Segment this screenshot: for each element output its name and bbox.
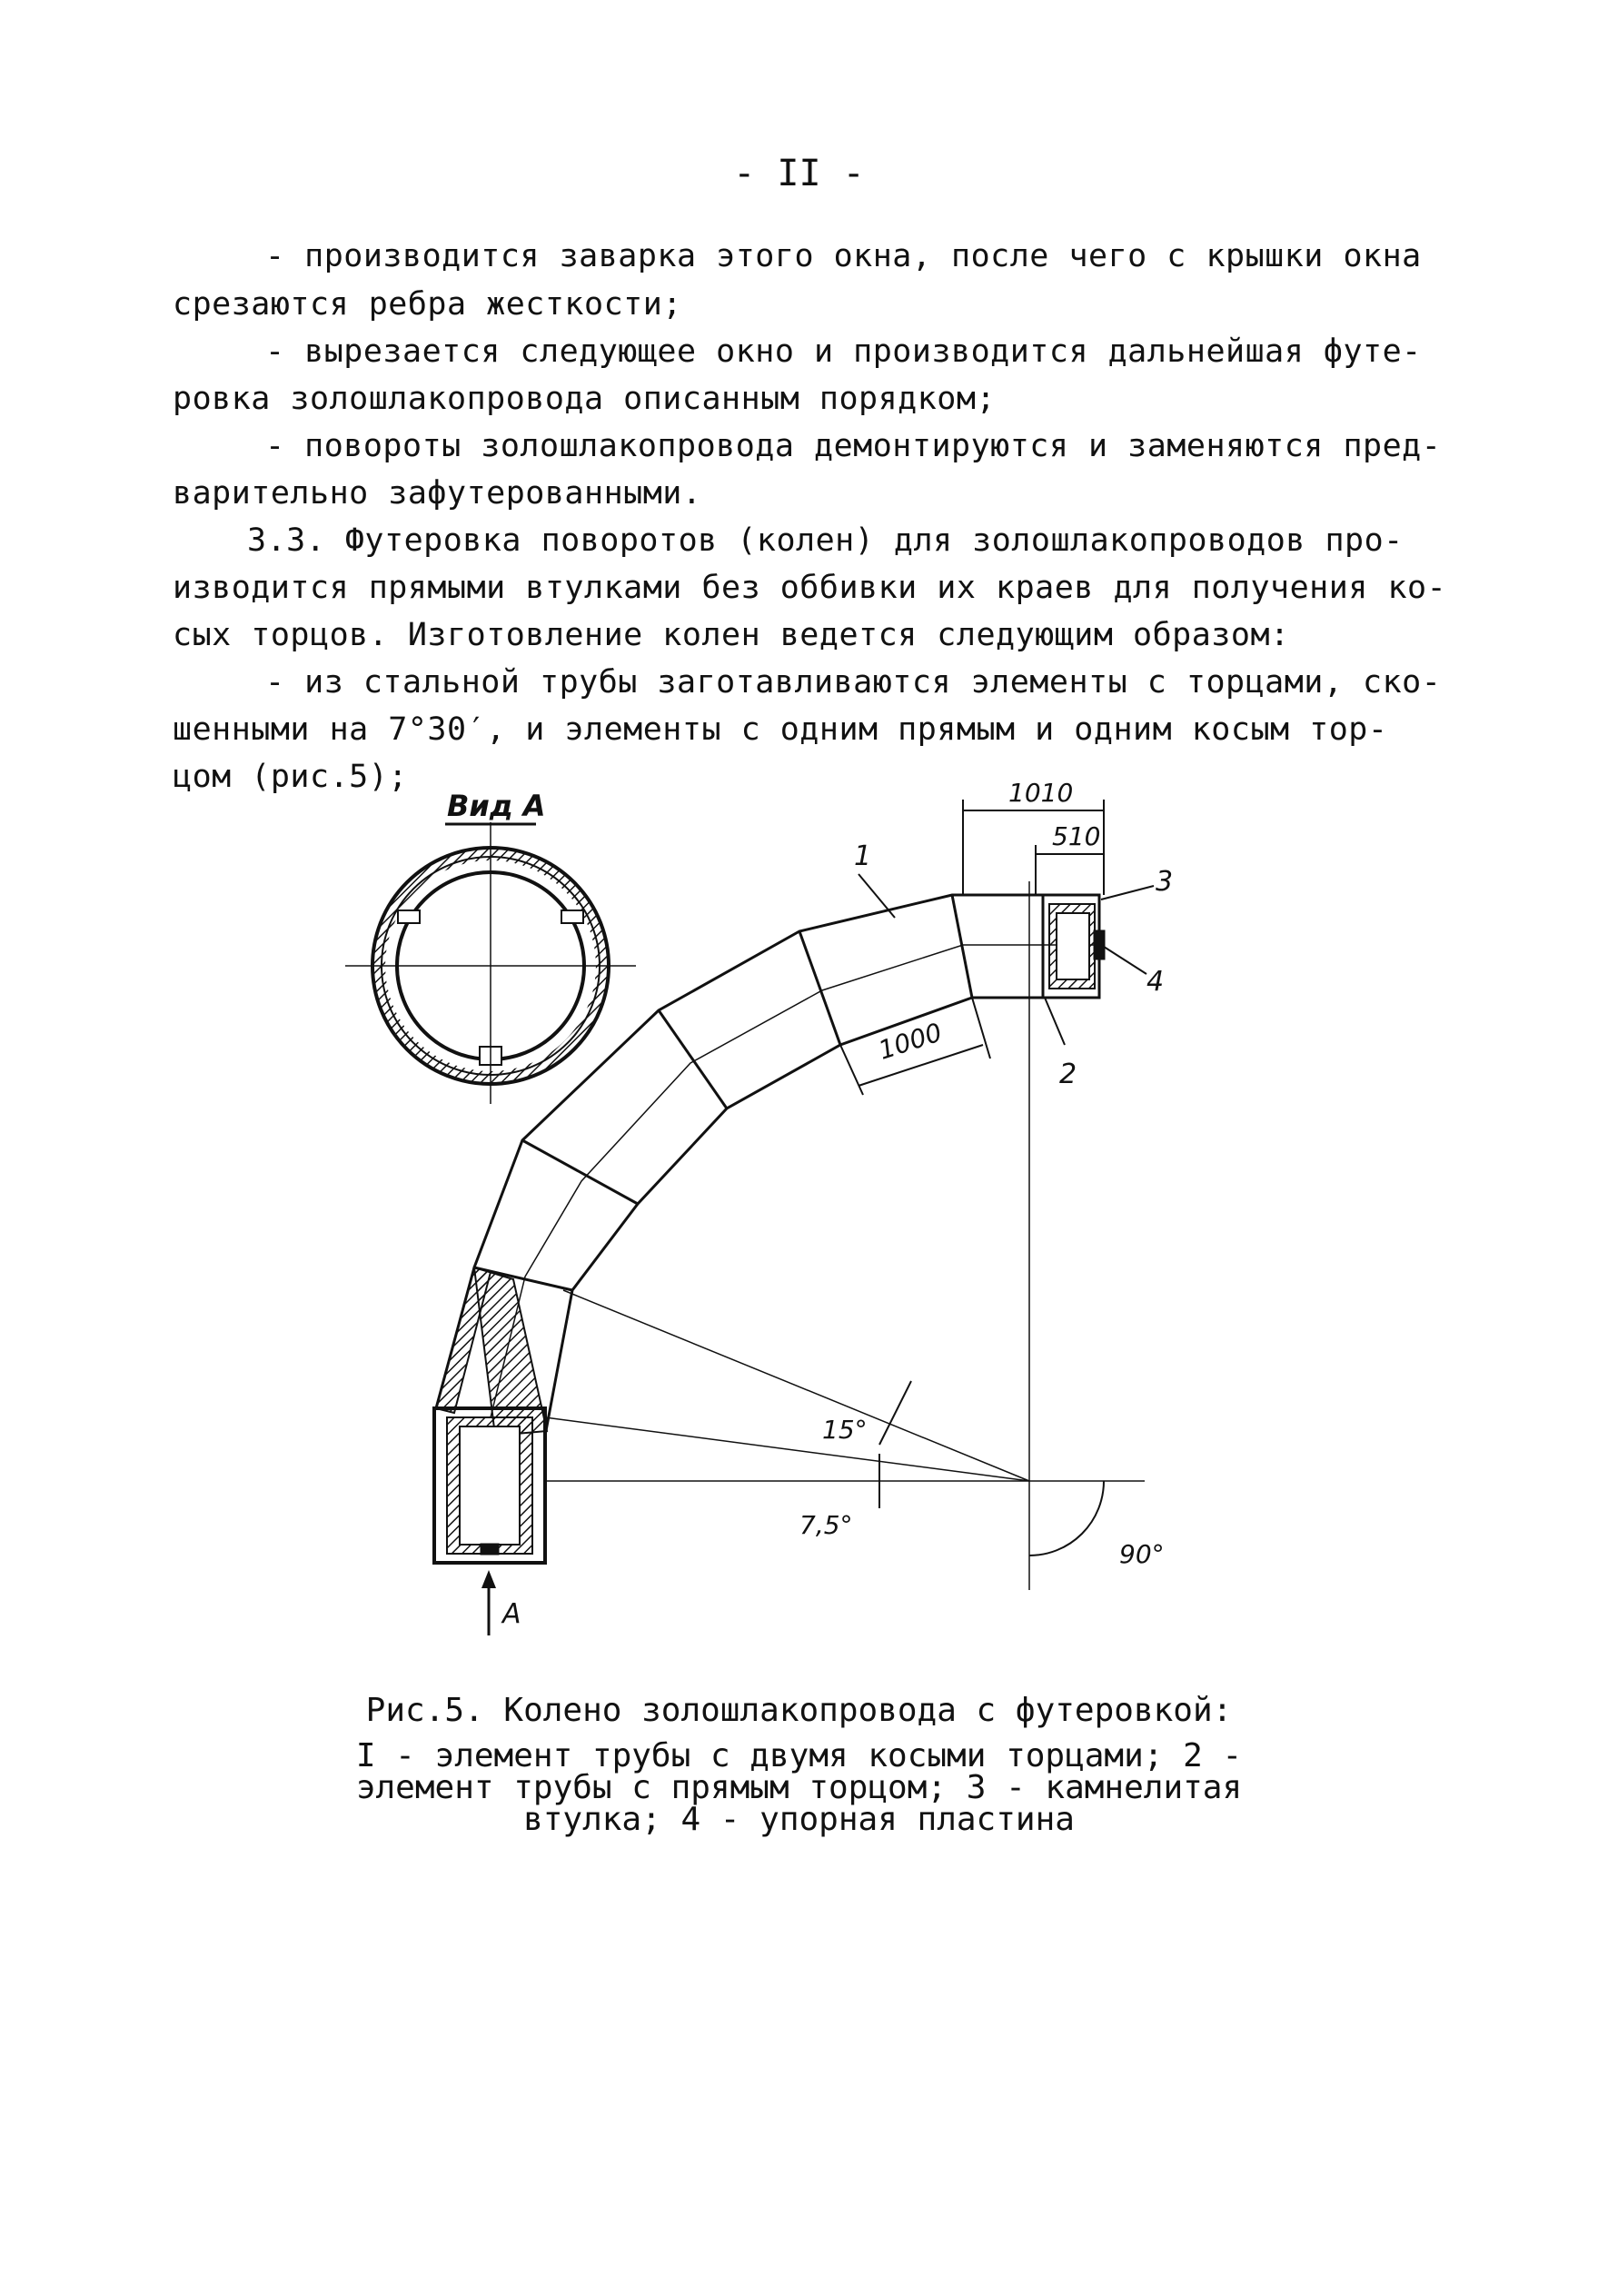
text-line-9: сых торцов. Изготовление колен ведется следующим образом: <box>173 617 1290 653</box>
text-line-11: шенными на 7°30′, и элементы с одним прямым и одним косым тор- <box>173 711 1388 748</box>
dim-510-label: 510 <box>1052 821 1101 851</box>
text-line-6: варительно зафутерованными. <box>173 475 702 512</box>
text-line-12: цом (рис.5); <box>173 759 408 795</box>
support-plate-right <box>561 910 583 923</box>
callout-1: 1 <box>854 840 872 872</box>
caption-title: Рис.5. Колено золошлакопровода с футеровкой: <box>365 1692 1233 1729</box>
callout-3: 3 <box>1156 866 1174 898</box>
text-line-7: 3.3. Футеровка поворотов (колен) для золошлакопроводов про- <box>247 522 1404 559</box>
view-arrow-a <box>481 1570 496 1635</box>
callout-4: 4 <box>1146 966 1165 998</box>
callout-leaders <box>859 874 1154 1045</box>
dim-1010-label: 1010 <box>1008 778 1074 808</box>
text-line-10: - из стальной трубы заготавливаются элементы с торцами, ско- <box>265 664 1442 701</box>
elbow-body <box>434 895 1104 1563</box>
angle-90-label: 90° <box>1119 1539 1165 1569</box>
callout-2: 2 <box>1059 1059 1077 1090</box>
view-a-section <box>345 789 636 1104</box>
caption-line-2: элемент трубы с прямым торцом; 3 - камнелитая <box>355 1769 1243 1806</box>
angle-markers <box>879 1381 911 1508</box>
page-number: - II - <box>733 153 865 194</box>
support-plate-left <box>398 910 420 923</box>
text-line-4: ровка золошлакопровода описанным порядком; <box>173 381 997 417</box>
angle-15-label: 15° <box>822 1415 868 1445</box>
text-line-8: изводится прямыми втулками без оббивки их краев для получения ко- <box>173 570 1447 606</box>
arrow-a-label: А <box>502 1598 521 1630</box>
view-a-label: Вид А <box>447 789 546 823</box>
text-line-3: - вырезается следующее окно и производится дальнейшая футе- <box>265 333 1422 370</box>
text-line-1: - производится заварка этого окна, после чего с крышки окна <box>265 238 1422 274</box>
angle-7-5-label: 7,5° <box>799 1510 853 1540</box>
dim-1000-label: 1000 <box>874 1017 946 1066</box>
text-line-5: - повороты золошлакопровода демонтируются и заменяются пред- <box>265 428 1442 464</box>
caption-line-1: I - элемент трубы с двумя косыми торцами; 2 - <box>355 1737 1243 1774</box>
caption-line-3: втулка; 4 - упорная пластина <box>523 1801 1075 1838</box>
text-line-2: срезаются ребра жесткости; <box>173 286 682 323</box>
